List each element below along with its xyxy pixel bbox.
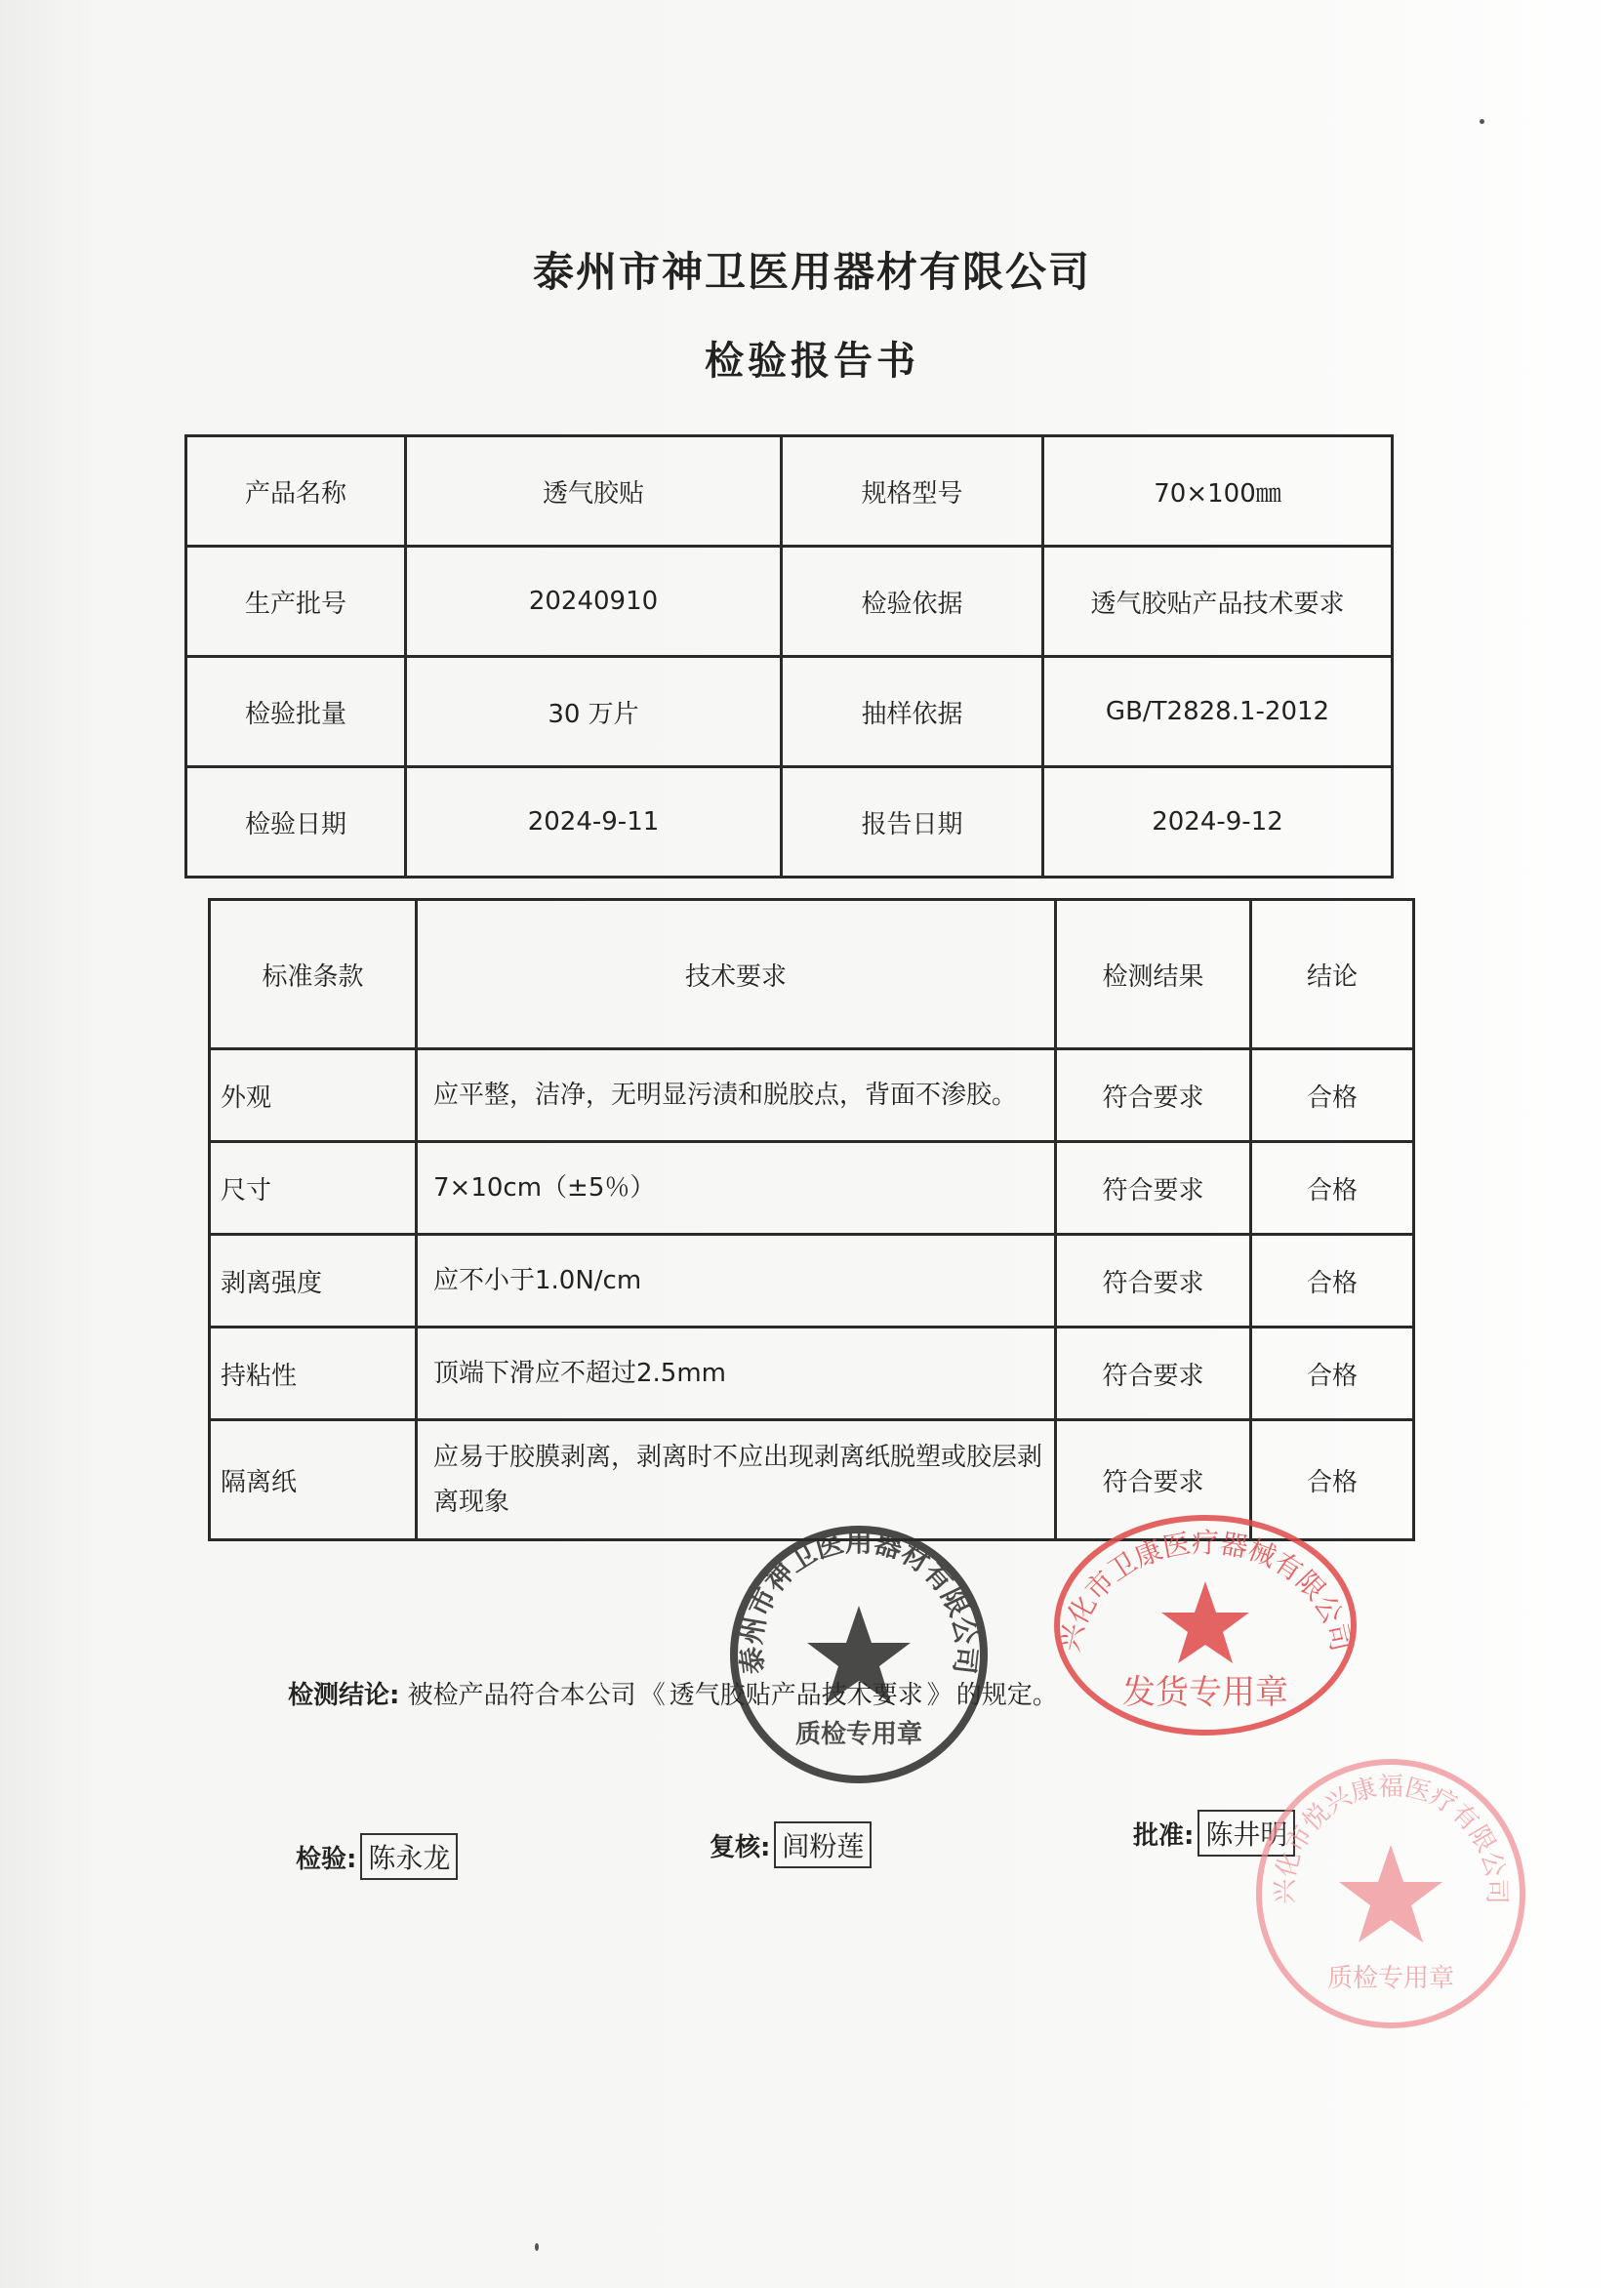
svg-text:发货专用章: 发货专用章	[1122, 1673, 1288, 1712]
inspector-label: 检验:	[296, 1845, 357, 1874]
conclusion-cell: 合格	[1251, 1235, 1414, 1328]
value-report-date: 2024-9-12	[1043, 767, 1393, 878]
svg-text:兴化市悦兴康福医疗有限公司: 兴化市悦兴康福医疗有限公司	[1270, 1772, 1512, 1904]
table-row	[186, 436, 1393, 547]
table-header-row	[210, 900, 1414, 1049]
value-spec-model: 70×100㎜	[1043, 436, 1393, 547]
value-inspection-qty: 30 万片	[406, 657, 782, 767]
requirement-cell: 顶端下滑应不超过2.5mm	[417, 1328, 1056, 1420]
quote-open: 《	[639, 1681, 666, 1710]
document-title: 检验报告书	[705, 339, 919, 384]
label-spec-model: 规格型号	[782, 436, 1043, 547]
shipping-stamp	[1049, 1503, 1361, 1737]
clause-cell: 持粘性	[210, 1328, 417, 1420]
header-test-result: 检测结果	[1056, 900, 1251, 1049]
company-name: 泰州市神卫医用器材有限公司	[532, 248, 1091, 296]
conclusion-cell: 合格	[1251, 1328, 1414, 1420]
label-inspection-qty: 检验批量	[186, 657, 406, 767]
table-row	[210, 1049, 1414, 1142]
paper-speck	[1480, 119, 1484, 124]
table-row	[210, 1235, 1414, 1328]
value-product-name: 透气胶贴	[406, 436, 782, 547]
inspector-name: 陈永龙	[360, 1833, 458, 1880]
reviewer-signature	[710, 1821, 872, 1868]
header-standard-clause: 标准条款	[210, 900, 417, 1049]
inspector-signature	[296, 1833, 458, 1880]
reviewer-label: 复核:	[710, 1833, 771, 1862]
product-info-table	[184, 434, 1394, 878]
requirement-cell: 应易于胶膜剥离，剥离时不应出现剥离纸脱塑或胶层剥离现象	[417, 1420, 1056, 1540]
clause-cell: 剥离强度	[210, 1235, 417, 1328]
svg-text:泰州市神卫医用器材有限公司: 泰州市神卫医用器材有限公司	[735, 1525, 983, 1676]
conclusion-text: 被检产品符合本公司	[407, 1681, 636, 1710]
quality-inspection-stamp	[717, 1513, 1000, 1796]
conclusion-cell: 合格	[1251, 1142, 1414, 1235]
label-report-date: 报告日期	[782, 767, 1043, 878]
label-batch-no: 生产批号	[186, 547, 406, 657]
reviewer-name: 闾粉莲	[774, 1821, 872, 1868]
table-row	[186, 657, 1393, 767]
table-row	[210, 1328, 1414, 1420]
result-cell: 符合要求	[1056, 1049, 1251, 1142]
clause-cell: 尺寸	[210, 1142, 417, 1235]
result-cell: 符合要求	[1056, 1420, 1251, 1540]
svg-text:兴化市卫康医疗器械有限公司: 兴化市卫康医疗器械有限公司	[1052, 1526, 1359, 1655]
svg-text:质检专用章: 质检专用章	[794, 1720, 923, 1749]
requirement-cell: 应平整，洁净，无明显污渍和脱胶点，背面不渗胶。	[417, 1049, 1056, 1142]
conclusion-label: 检测结论:	[288, 1681, 400, 1710]
table-row	[210, 1142, 1414, 1235]
table-row	[186, 547, 1393, 657]
conclusion-cell: 合格	[1251, 1420, 1414, 1540]
quote-close: 》	[926, 1681, 953, 1710]
label-inspection-date: 检验日期	[186, 767, 406, 878]
paper-speck	[535, 2243, 539, 2251]
clause-cell: 外观	[210, 1049, 417, 1142]
approver-label: 批准:	[1133, 1821, 1195, 1851]
value-batch-no: 20240910	[406, 547, 782, 657]
pink-quality-stamp	[1244, 1747, 1537, 2040]
result-cell: 符合要求	[1056, 1328, 1251, 1420]
conclusion-standard: 透气胶贴产品技术要求	[669, 1681, 923, 1710]
value-inspection-basis: 透气胶贴产品技术要求	[1043, 547, 1393, 657]
approver-name: 陈井明	[1198, 1810, 1295, 1857]
clause-cell: 隔离纸	[210, 1420, 417, 1540]
conclusion-suffix: 的规定。	[955, 1681, 1058, 1710]
label-product-name: 产品名称	[186, 436, 406, 547]
label-inspection-basis: 检验依据	[782, 547, 1043, 657]
requirement-cell: 应不小于1.0N/cm	[417, 1235, 1056, 1328]
header-conclusion: 结论	[1251, 900, 1414, 1049]
conclusion-cell: 合格	[1251, 1049, 1414, 1142]
table-row	[186, 767, 1393, 878]
svg-text:质检专用章: 质检专用章	[1326, 1964, 1455, 1993]
header-technical-requirement: 技术要求	[417, 900, 1056, 1049]
label-sampling-basis: 抽样依据	[782, 657, 1043, 767]
value-sampling-basis: GB/T2828.1-2012	[1043, 657, 1393, 767]
value-inspection-date: 2024-9-11	[406, 767, 782, 878]
test-results-table	[208, 898, 1415, 1541]
result-cell: 符合要求	[1056, 1235, 1251, 1328]
requirement-cell: 7×10cm（±5％）	[417, 1142, 1056, 1235]
result-cell: 符合要求	[1056, 1142, 1251, 1235]
